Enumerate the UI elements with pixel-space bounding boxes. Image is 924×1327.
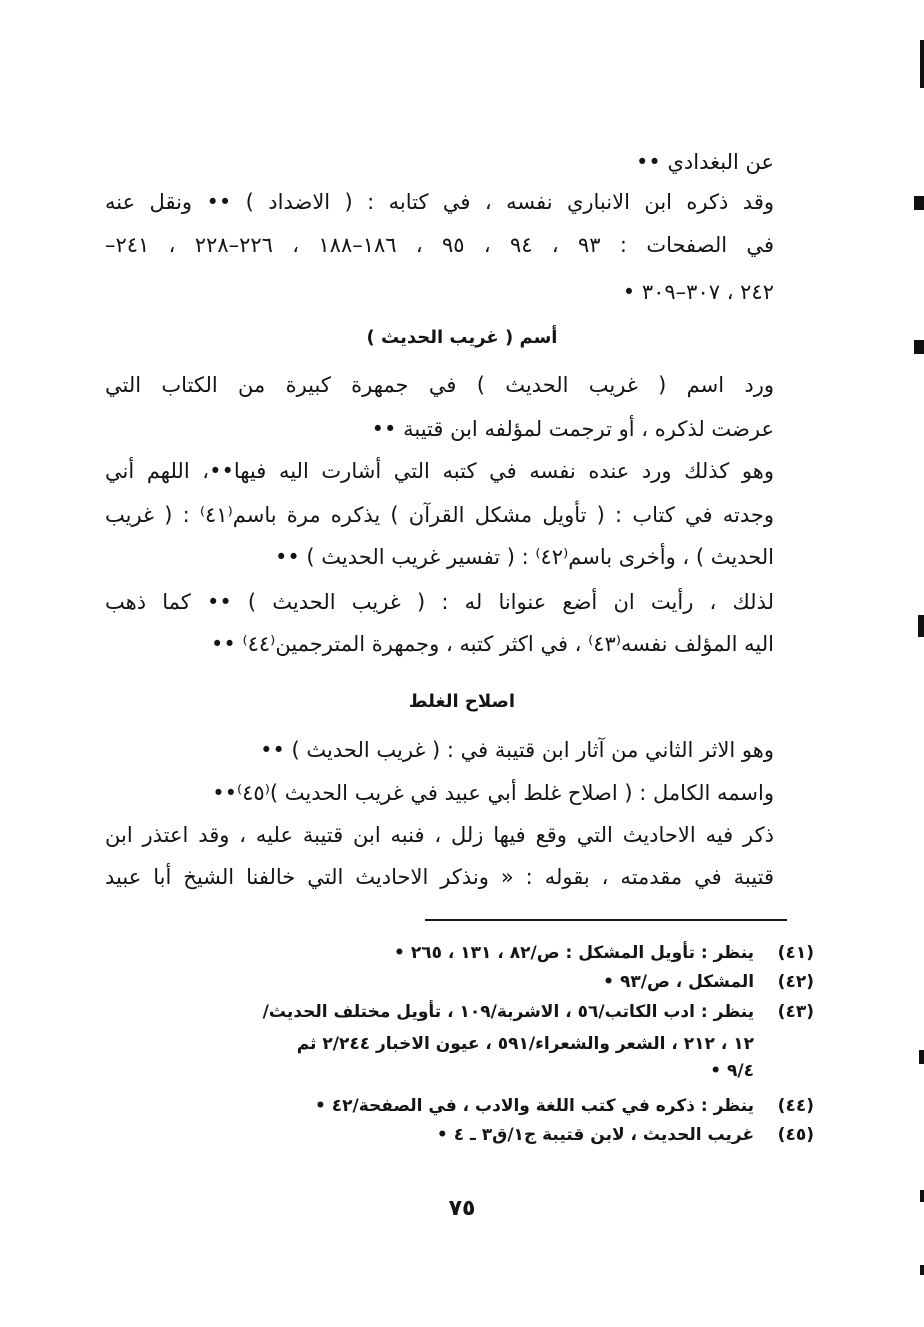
- body-line-3: في الصفحات : ٩٣ ، ٩٤ ، ٩٥ ، ١٨٦–١٨٨ ، ٢٢٦–٢٢٨ ، ٢٤١–: [105, 233, 774, 257]
- scan-edge-mark: [920, 1265, 924, 1275]
- section1-line-3: وهو كذلك ورد عنده نفسه في كتبه التي أشارت اليه فيها••، اللهم أني: [105, 459, 774, 483]
- footnote-number: (٤٤): [777, 1096, 814, 1116]
- footnote-41: [150, 940, 814, 966]
- section1-line-1: ورد اسم ( غريب الحديث ) في جمهرة كبيرة من الكتاب التي: [105, 373, 774, 397]
- section-heading-gharib: أسم ( غريب الحديث ): [366, 327, 558, 348]
- footnote-43-continuation-1: ١٢ ، ٢١٢ ، الشعر والشعراء/٥٩١ ، عيون الاخبار ٢/٢٤٤ ثم: [296, 1034, 754, 1054]
- scan-edge-mark: [920, 40, 924, 88]
- body-line-2: وقد ذكره ابن الانباري نفسه ، في كتابه : ( الاضداد ) •• ونقل عنه: [105, 190, 774, 214]
- section-heading-islah: اصلاح الغلط: [408, 691, 516, 712]
- scan-edge-mark: [918, 615, 924, 637]
- body-line-4: ٢٤٢ ، ٣٠٧–٣٠٩ •: [622, 280, 774, 304]
- section1-line-4: وجدته في كتاب : ( تأويل مشكل القرآن ) يذكره مرة باسم⁽٤١⁾ : ( غريب: [105, 503, 774, 527]
- footnote-42: [150, 969, 814, 995]
- footnote-number: (٤٥): [777, 1125, 814, 1145]
- page-number: ٧٥: [448, 1196, 476, 1221]
- footnote-separator: [425, 919, 787, 921]
- scan-edge-mark: [914, 340, 924, 354]
- scan-edge-mark: [920, 1190, 924, 1202]
- scan-edge-mark: [919, 1050, 924, 1064]
- footnote-text: ينظر : تأويل المشكل : ص/٨٢ ، ١٣١ ، ٢٦٥ •: [394, 943, 755, 963]
- scan-edge-mark: [914, 196, 924, 210]
- footnote-number: (٤٣): [777, 1002, 814, 1022]
- body-line-1: عن البغدادي ••: [636, 150, 774, 174]
- footnote-number: (٤٢): [777, 972, 814, 992]
- footnote-43: [150, 999, 814, 1025]
- footnote-text: ينظر : ادب الكاتب/٥٦ ، الاشربة/١٠٩ ، تأويل مختلف الحديث/: [262, 1002, 755, 1022]
- section2-line-3: ذكر فيه الاحاديث التي وقع فيها زلل ، فنبه ابن قتيبة عليه ، وقد اعتذر ابن: [105, 823, 774, 847]
- footnote-43-continuation-2: ٩/٤ •: [710, 1061, 754, 1081]
- section1-line-2: عرضت لذكره ، أو ترجمت لمؤلفه ابن قتيبة ••: [371, 417, 774, 441]
- footnote-number: (٤١): [777, 943, 814, 963]
- footnote-text: غريب الحديث ، لابن قتيبة ج١/ق٣ ـ ٤ •: [436, 1125, 755, 1145]
- footnote-45: [150, 1122, 814, 1148]
- footnote-44: [150, 1093, 814, 1119]
- footnote-text: المشكل ، ص/٩٣ •: [603, 972, 755, 992]
- footnote-text: ينظر : ذكره في كتب اللغة والادب ، في الصفحة/٤٢ •: [314, 1096, 755, 1116]
- section2-line-1: وهو الاثر الثاني من آثار ابن قتيبة في : ( غريب الحديث ) ••: [260, 738, 774, 762]
- section1-line-5: الحديث ) ، وأخرى باسم⁽٤٢⁾ : ( تفسير غريب الحديث ) ••: [274, 545, 774, 569]
- section2-line-4: قتيبة في مقدمته ، بقوله : « ونذكر الاحاديث التي خالفنا الشيخ أبا عبيد: [105, 865, 774, 889]
- section1-line-7: اليه المؤلف نفسه⁽٤٣⁾ ، في اكثر كتبه ، وجمهرة المترجمين⁽٤٤⁾ ••: [211, 632, 774, 656]
- section2-line-2: واسمه الكامل : ( اصلاح غلط أبي عبيد في غريب الحديث )⁽٤٥⁾••: [212, 781, 774, 805]
- section1-line-6: لذلك ، رأيت ان أضع عنوانا له : ( غريب الحديث ) •• كما ذهب: [105, 590, 774, 614]
